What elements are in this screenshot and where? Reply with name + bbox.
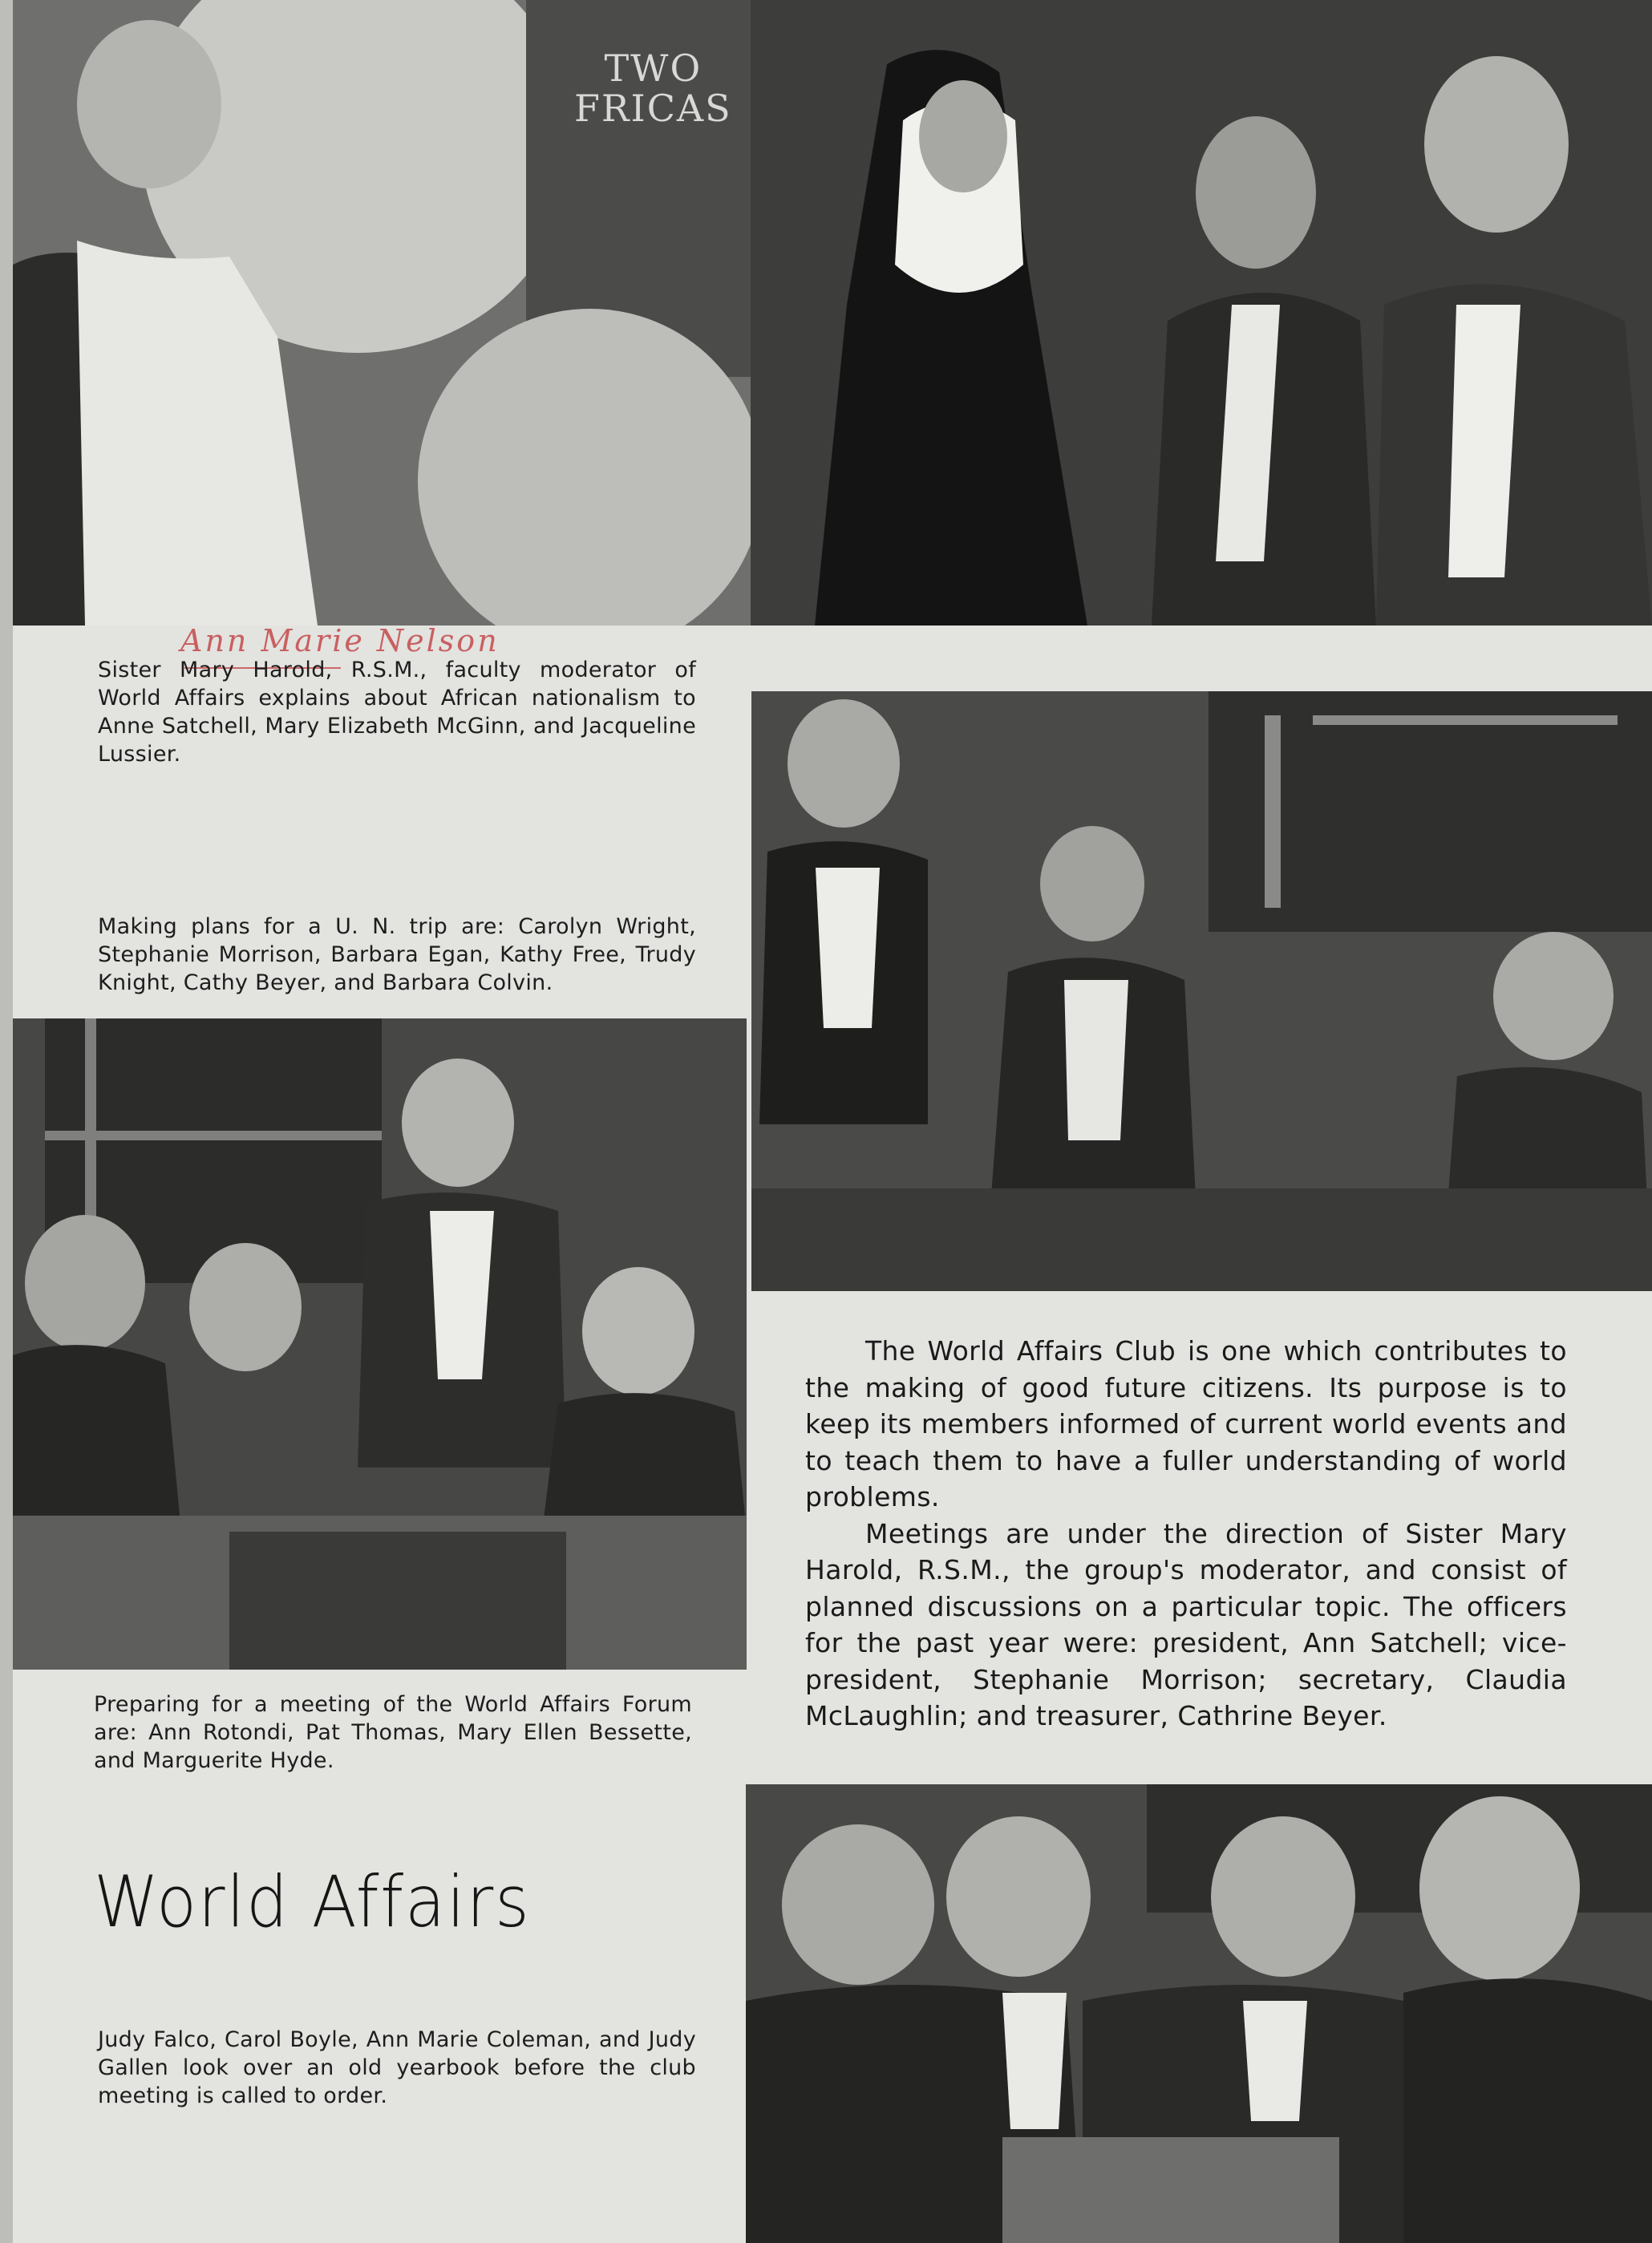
photo-nun-students-art [751, 0, 1652, 626]
article-paragraph-1: The World Affairs Club is one which contributes to the making of good future citizens. Its purpose is to keep its members informed of current world events and to teach them to have a fuller understanding of world problems. [805, 1335, 1567, 1512]
photo-nun-students [751, 0, 1652, 626]
photo-forum [13, 1018, 747, 1670]
page-edge [0, 0, 13, 2243]
poster-text [574, 48, 732, 128]
page-title: World Affairs [94, 1860, 531, 1943]
article-paragraph-2: Meetings are under the direction of Sister Mary Harold, R.S.M., the group's moderator, and consist of planned discussions on a particular topic. The officers for the past year were: president, Ann Satchell; vice-president, Stephanie Morrison; secretary, Claudia McLaughlin; and treasurer, Cathrine Beyer. [805, 1517, 1567, 1731]
poster-line-1: TWO [604, 47, 703, 90]
caption-un-trip: Making plans for a U. N. trip are: Carolyn Wright, Stephanie Morrison, Barbara Egan, Kathy Free, Trudy Knight, Cathy Beyer, and Barbara Colvin. [98, 914, 696, 995]
caption-map: Sister Mary Harold, R.S.M., faculty moderator of World Affairs explains about African nationalism to Anne Satchell, Mary Elizabeth McGinn, and Jacqueline Lussier. [98, 658, 696, 767]
photo-forum-art [13, 1018, 747, 1670]
photo-yearbook [746, 1784, 1652, 2243]
photo-map-globe [13, 0, 751, 626]
caption-forum: Preparing for a meeting of the World Affairs Forum are: Ann Rotondi, Pat Thomas, Mary Ellen Bessette, and Marguerite Hyde. [94, 1692, 692, 1773]
photo-un-trip-art [751, 691, 1652, 1291]
handwritten-note: Ann Marie Nelson [180, 623, 500, 658]
photo-un-trip [751, 691, 1652, 1291]
photo-yearbook-art [746, 1784, 1652, 2243]
poster-line-2: FRICAS [574, 87, 732, 130]
article-body [805, 1333, 1567, 1735]
caption-yearbook: Judy Falco, Carol Boyle, Ann Marie Coleman, and Judy Gallen look over an old yearbook before the club meeting is called to order. [98, 2027, 696, 2108]
